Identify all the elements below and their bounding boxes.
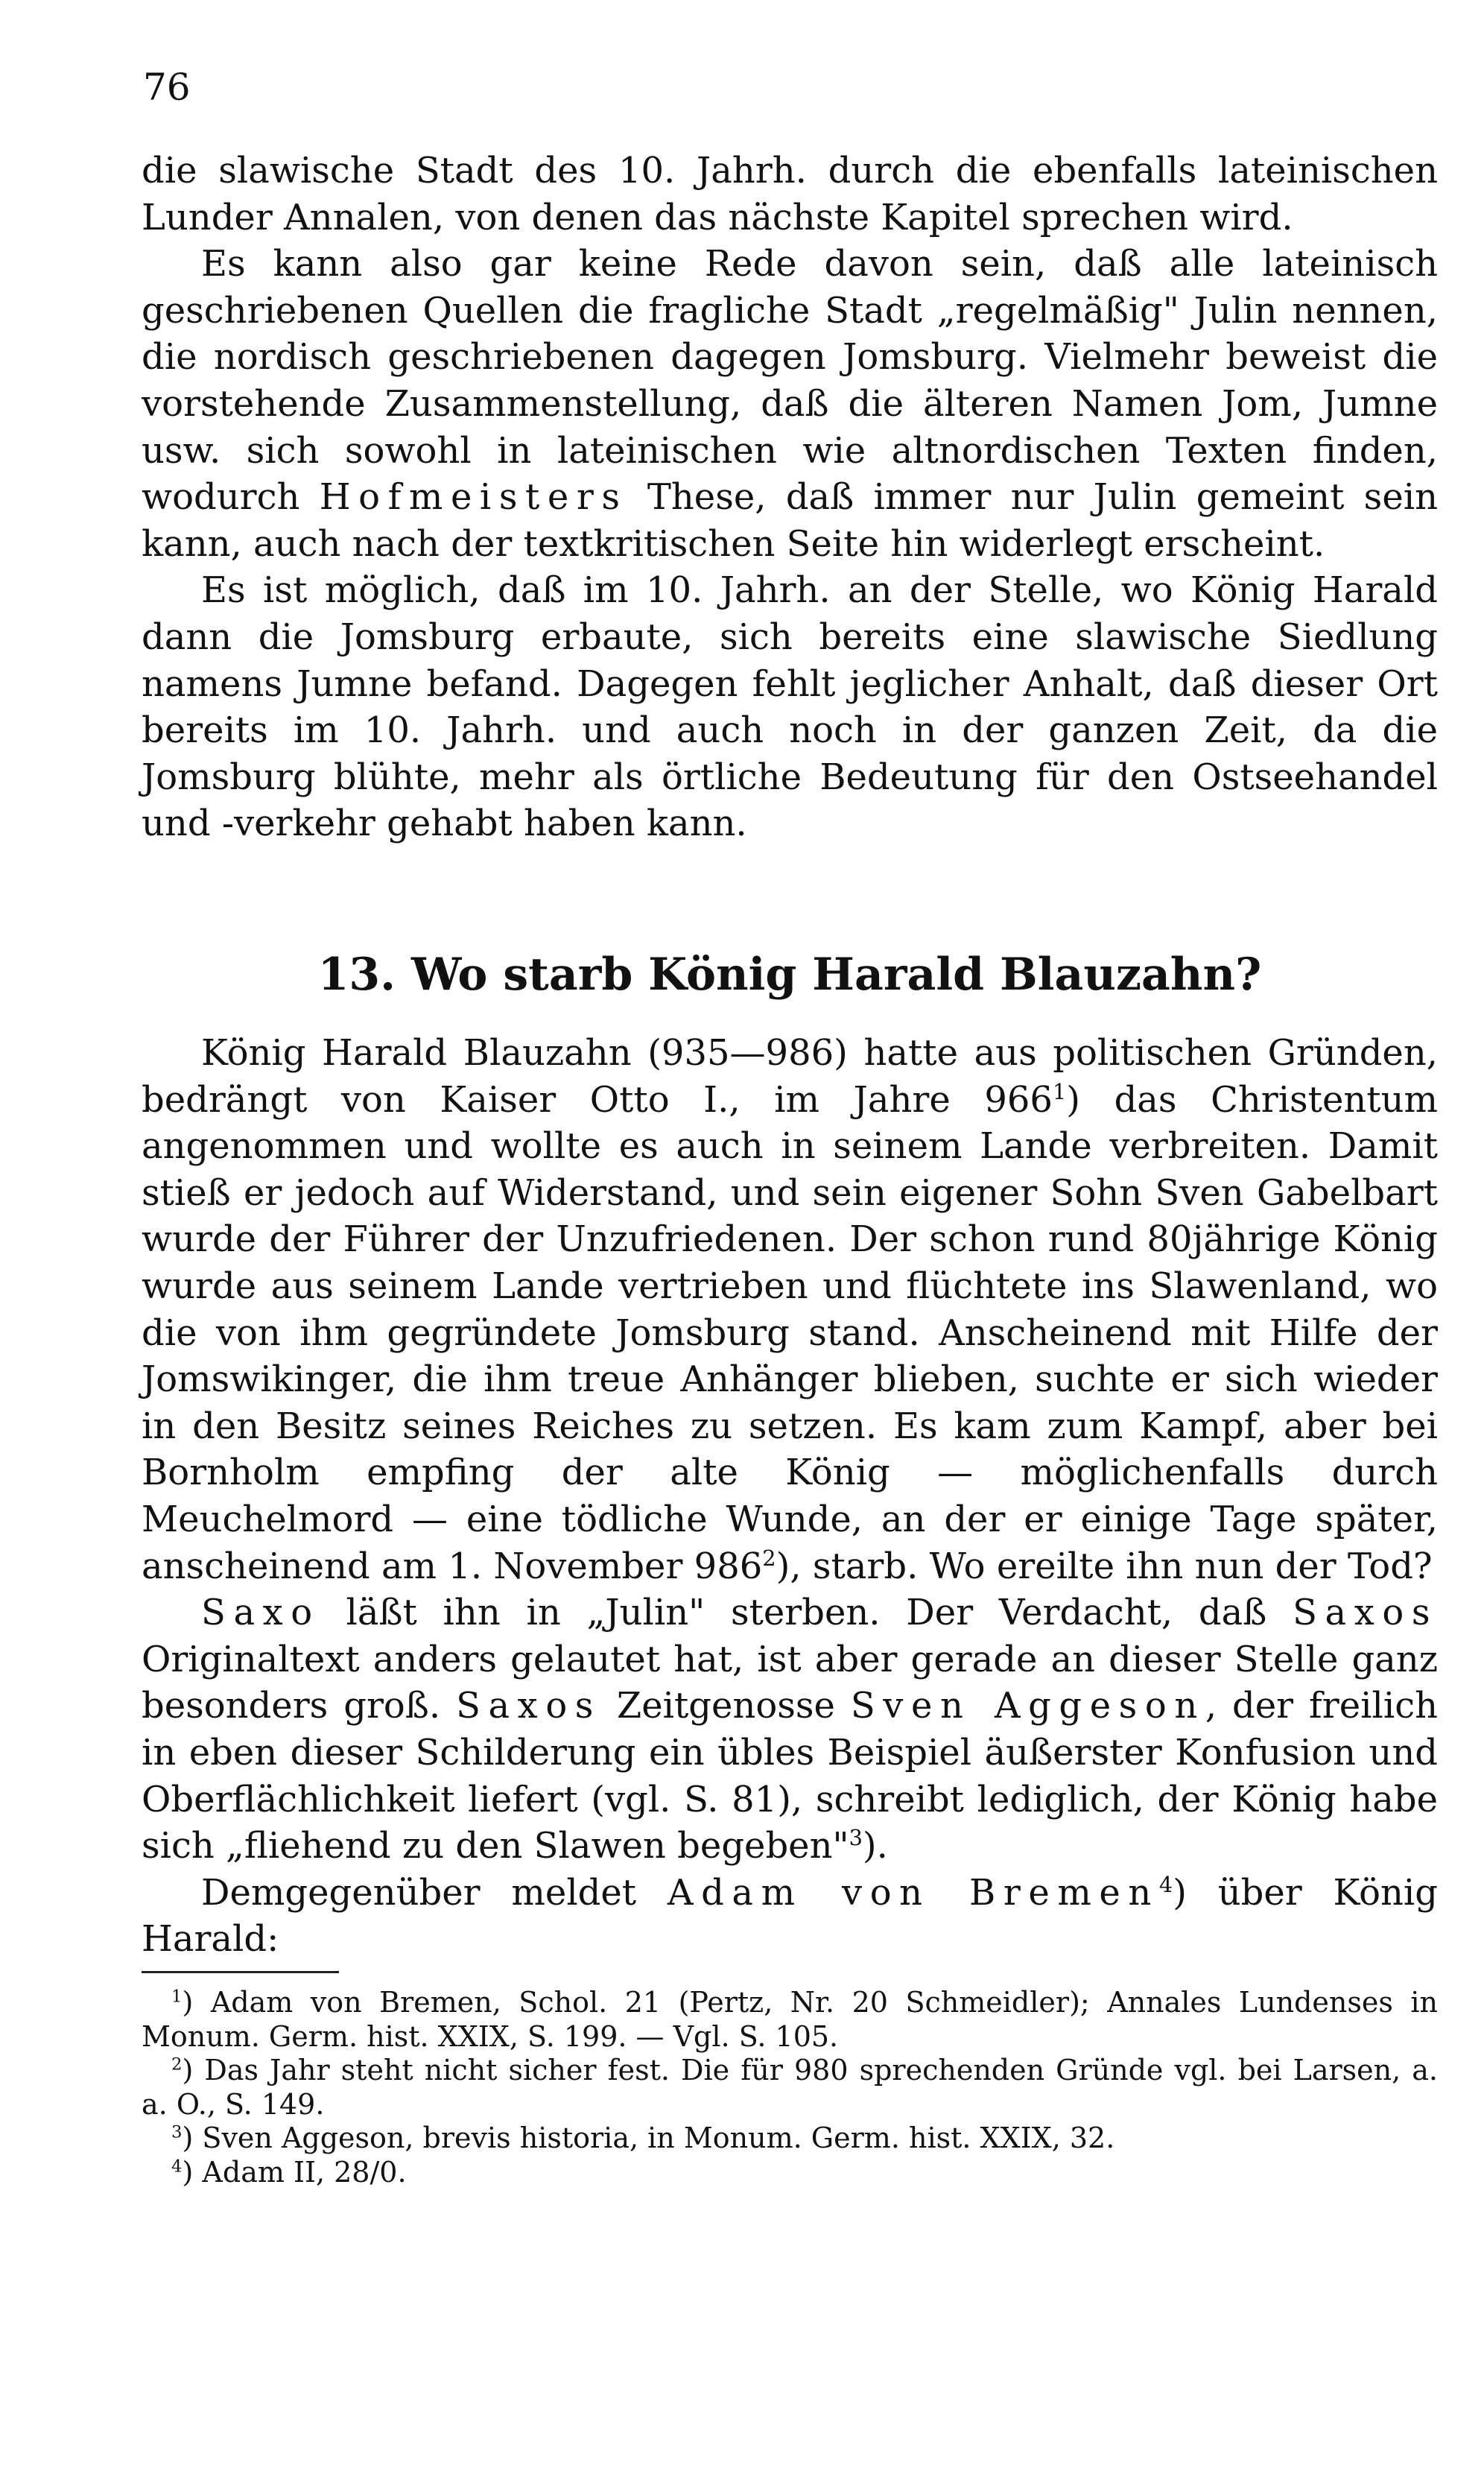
section-body-1 [142,148,1438,847]
paragraph-text: ) das Christentum angenommen und wollte es auch in seinem Lande verbreiten. Damit stieß er jedoch auf Widerstand, und sein eigener Sohn Sven Gabelbart wurde der Führer der Unzufriedenen. Der schon rund 80jährige König wurde aus seinem Lande vertrieben und flüchtete ins Slawenland, wo die von ihm gegründete Jomsburg stand. Anscheinend mit Hilfe der Jomswikinger, die ihm treue Anhänger blieben, suchte er sich wieder in den Besitz seines Reiches zu setzen. Es kam zum Kampf, aber bei Bornholm empfing der alte König — möglichenfalls durch Meuchelmord — eine tödliche Wunde, an der er einige Tage später, anscheinend am 1. November 986 [142,1078,1439,1587]
paragraph-text: Es ist möglich, daß im 10. Jahrh. an der Stelle, wo König Harald dann die Jomsburg erbaute, sich bereits eine slawische Siedlung namens Jumne befand. Dagegen fehlt jeglicher Anhalt, daß dieser Ort bereits im 10. Jahrh. und auch noch in der ganzen Zeit, da die Jomsburg blühte, mehr als örtliche Bedeutung für den Ostseehandel und -verkehr gehabt haben kann. [142,569,1438,845]
footnote-ref: 2 [762,1545,776,1571]
footnote [142,1986,1438,2054]
paragraph-text: ), starb. Wo ereilte ihn nun der Tod? [776,1545,1433,1587]
footnote [142,2156,1438,2190]
page-number: 76 [143,66,191,109]
footnote-ref: 1 [1052,1078,1067,1104]
footnote [142,2122,1438,2156]
paragraph-text: läßt ihn in „Julin" sterben. Der Verdacht, daß [346,1592,1267,1634]
footnote-number: 4 [171,2156,183,2176]
paragraph-text: Demgegenüber meldet [201,1871,637,1914]
footnote-text: ) Sven Aggeson, brevis historia, in Monum. Germ. hist. XXIX, 32. [182,2122,1115,2154]
author-name: Saxos [456,1685,601,1727]
paragraph [142,1589,1438,1870]
section-body-2 [142,1030,1438,1963]
paragraph-text: ). [862,1825,888,1867]
paragraph-text: die slawische Stadt des 10. Jahrh. durch die ebenfalls lateinischen Lunder Annalen, von denen das nächste Kapitel sprechen wird. [142,150,1438,238]
paragraph [142,567,1438,847]
footnote [142,2054,1438,2122]
paragraph [142,148,1438,241]
author-name: Saxos [1293,1592,1439,1634]
footnote-ref: 3 [849,1825,863,1851]
footnote-number: 1 [171,1987,183,2007]
footnote-ref: 4 [1158,1871,1173,1897]
paragraph-text: , der freilich in eben dieser Schilderung ein übles Beispiel äußerster Konfusion und Oberflächlichkeit liefert (vgl. S. 81), schreibt lediglich, der König habe sich „fliehend zu den Slawen begeben" [142,1685,1438,1867]
footnote-text: ) Adam von Bremen, Schol. 21 (Pertz, Nr. 20 Schmeidler); Annales Lundenses in Monum. Germ. hist. XXIX, S. 199. — Vgl. S. 105. [142,1986,1438,2053]
footnote-number: 2 [171,2054,183,2075]
paragraph-text: König Harald Blauzahn (935—986) hatte aus politischen Gründen, bedrängt von Kaiser Otto I., im Jahre 966 [142,1032,1438,1121]
footnote-text: ) Adam II, 28/0. [182,2155,407,2189]
footnote-number: 3 [171,2122,183,2142]
footnotes [142,1986,1438,2189]
paragraph-text: Zeitgenosse [616,1685,835,1727]
author-name: Adam von Bremen [667,1871,1159,1914]
paragraph-text: ) über König Harald: [142,1871,1438,1961]
author-name: Saxo [201,1592,320,1634]
paragraph [142,1870,1438,1963]
footnote-text: ) Das Jahr steht nicht sicher fest. Die für 980 sprechenden Gründe vgl. bei Larsen, a. a. O., S. 149. [142,2054,1438,2121]
author-name: Hofmeisters [319,476,628,519]
paragraph-text: Originaltext anders gelautet hat, ist aber gerade an dieser Stelle ganz besonders groß. [142,1638,1438,1727]
section-heading: 13. Wo starb König Harald Blauzahn? [317,949,1262,1001]
paragraph-text: These, daß immer nur Julin gemeint sein kann, auch nach der textkritischen Seite hin widerlegt erscheint. [142,476,1438,565]
footnote-divider [142,1971,339,1973]
paragraph [142,1030,1438,1589]
paragraph [142,241,1438,567]
paragraph-text: Es kann also gar keine Rede davon sein, daß alle lateinisch geschriebenen Quellen die fragliche Stadt „regelmäßig" Julin nennen, die nordisch geschriebenen dagegen Jomsburg. Vielmehr beweist die vorstehende Zusammenstellung, daß die älteren Namen Jom, Jumne usw. sich sowohl in lateinischen wie altnordischen Texten finden, wodurch [142,243,1438,519]
author-name: Sven Aggeson [850,1685,1205,1727]
